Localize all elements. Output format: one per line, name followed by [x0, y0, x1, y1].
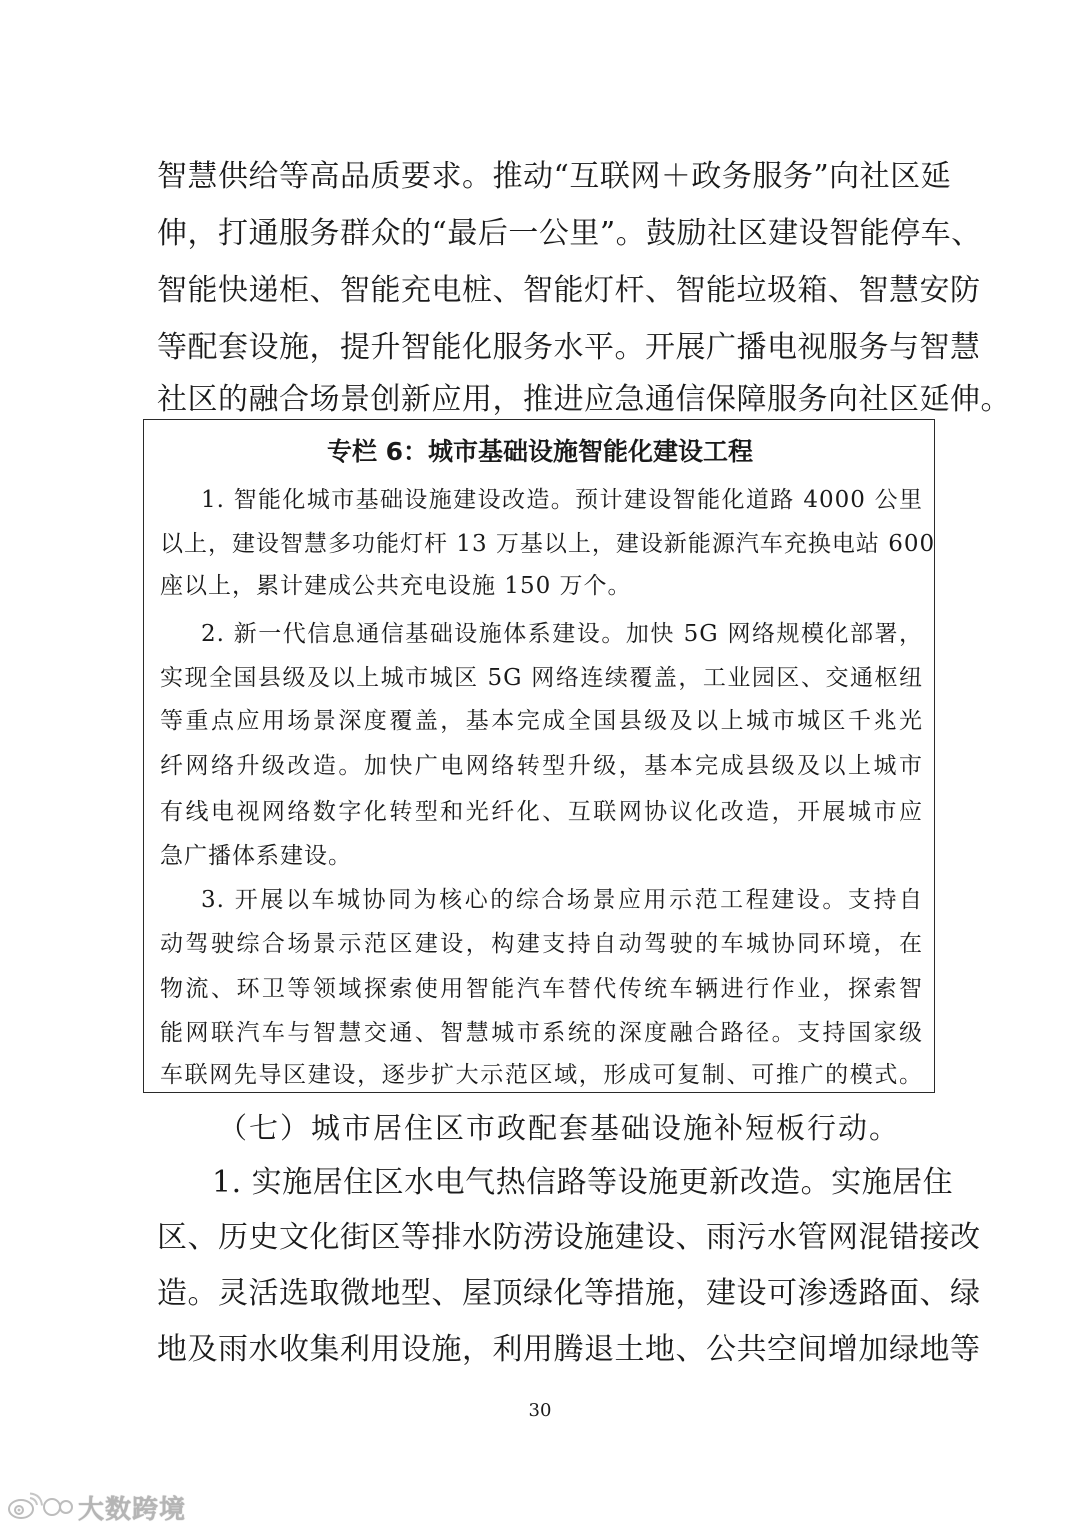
column-box-line: 急广播体系建设。: [160, 843, 352, 869]
body-text-line: 智慧供给等高品质要求。推动“互联网＋政务服务”向社区延: [157, 159, 952, 194]
body-text-line: 1. 实施居住区水电气热信路等设施更新改造。实施居住: [212, 1165, 954, 1200]
weibo-logo-icon: [6, 1492, 74, 1522]
column-box-line: 动驾驶综合场景示范区建设，构建支持自动驾驶的车城协同环境，在: [160, 931, 923, 957]
column-box-line: 座以上，累计建成公共充电设施 150 万个。: [160, 573, 632, 599]
column-box-line: 实现全国县级及以上城市城区 5G 网络连续覆盖，工业园区、交通枢纽: [160, 665, 923, 691]
column-box-line: 1. 智能化城市基础设施建设改造。预计建设智能化道路 4000 公里: [201, 487, 923, 513]
column-box-line: 有线电视网络数字化转型和光纤化、互联网协议化改造，开展城市应: [160, 799, 923, 825]
body-text-line: 智能快递柜、智能充电桩、智能灯杆、智能垃圾箱、智慧安防: [157, 273, 981, 308]
column-box-line: 物流、环卫等领域探索使用智能汽车替代传统车辆进行作业，探索智: [160, 976, 923, 1002]
watermark: [6, 1491, 186, 1523]
column-box-line: 3. 开展以车城协同为核心的综合场景应用示范工程建设。支持自: [201, 887, 923, 913]
column-box-line: 2. 新一代信息通信基础设施体系建设。加快 5G 网络规模化部署，: [201, 621, 923, 647]
column-box-title: 专栏 6：城市基础设施智能化建设工程: [326, 437, 754, 466]
watermark-text: 大数跨境: [78, 1494, 187, 1525]
page-number: 30: [528, 1400, 552, 1421]
column-box-line: 车联网先导区建设，逐步扩大示范区域，形成可复制、可推广的模式。: [160, 1062, 923, 1088]
body-text-line: 造。灵活选取微地型、屋顶绿化等措施，建设可渗透路面、绿: [157, 1276, 981, 1311]
body-text-line: 伸，打通服务群众的“最后一公里”。鼓励社区建设智能停车、: [157, 216, 982, 251]
body-text-line: 等配套设施，提升智能化服务水平。开展广播电视服务与智慧: [157, 330, 981, 365]
column-box-line: 纤网络升级改造。加快广电网络转型升级，基本完成县级及以上城市: [160, 753, 923, 779]
column-box-line: 能网联汽车与智慧交通、智慧城市系统的深度融合路径。支持国家级: [160, 1020, 923, 1046]
section-heading: （七）城市居住区市政配套基础设施补短板行动。: [218, 1111, 901, 1145]
body-text-line: 地及雨水收集利用设施，利用腾退土地、公共空间增加绿地等: [157, 1332, 981, 1367]
column-box-line: 以上，建设智慧多功能灯杆 13 万基以上，建设新能源汽车充换电站 600: [160, 531, 936, 557]
body-text-line: 社区的融合场景创新应用，推进应急通信保障服务向社区延伸。: [157, 382, 1011, 417]
column-box-line: 等重点应用场景深度覆盖，基本完成全国县级及以上城市城区千兆光: [160, 708, 923, 734]
body-text-line: 区、历史文化街区等排水防涝设施建设、雨污水管网混错接改: [157, 1220, 981, 1255]
